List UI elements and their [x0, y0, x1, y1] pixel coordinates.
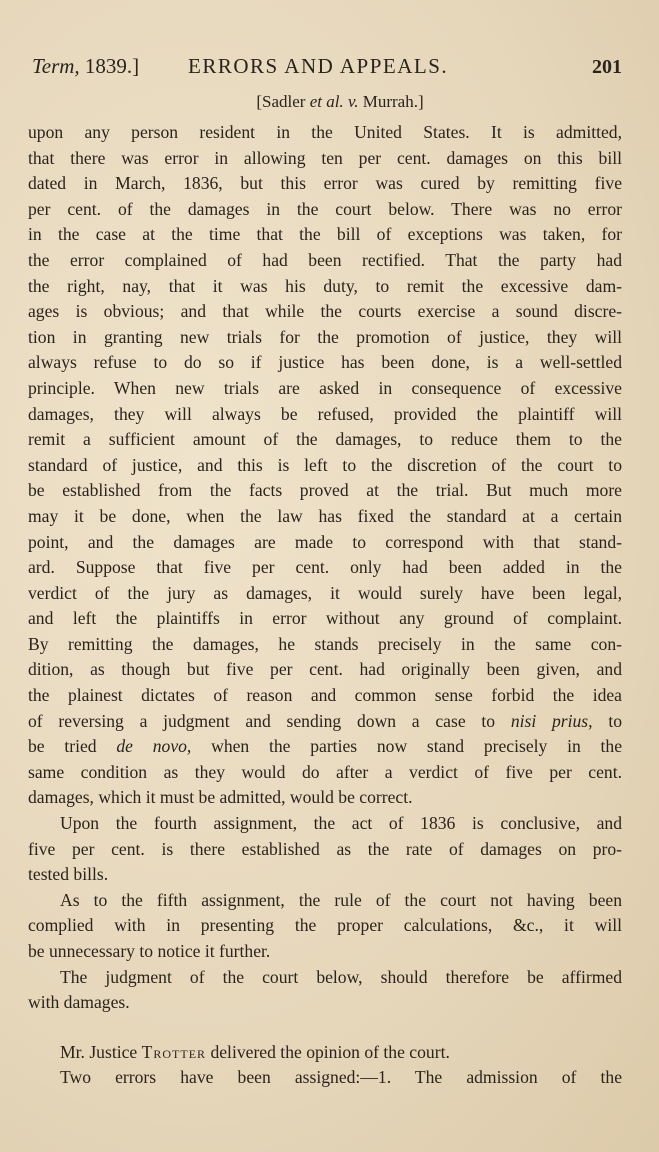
caption-versus: v. — [347, 92, 359, 111]
running-header — [28, 50, 622, 90]
text-line: damages, they will always be refused, provided the plaintiff will — [28, 403, 622, 424]
paragraph-fourth-assignment — [28, 811, 622, 888]
latin-phrase: nisi prius, — [510, 710, 593, 731]
text-line: complied with in presenting the proper calculations, &c., it will — [28, 915, 622, 936]
paragraph-judgment — [28, 965, 622, 1016]
section-gap — [28, 1016, 622, 1040]
text-line: same condition as they would do after a verdict of five per cent. — [28, 761, 622, 782]
text-line: As to the fifth assignment, the rule of the court not having been — [60, 889, 622, 910]
text-line: five per cent. is there established as the rate of damages on pro- — [28, 838, 622, 859]
text-line: standard of justice, and this is left to the discretion of the court to — [28, 454, 622, 475]
text-line: Upon the fourth assignment, the act of 1836 is conclusive, and — [60, 813, 622, 834]
text-line: remit a sufficient amount of the damages, to reduce them to the — [28, 429, 622, 450]
text-line: may it be done, when the law has fixed the standard at a certain — [28, 505, 622, 526]
text-line: and left the plaintiffs in error without any ground of complaint. — [28, 608, 622, 629]
text-line: damages, which it must be admitted, would be correct. — [28, 787, 413, 808]
text-line: the plainest dictates of reason and common sense forbid the idea — [28, 685, 622, 706]
paragraph-fifth-assignment — [28, 888, 622, 965]
text-line: be unnecessary to notice it further. — [28, 941, 271, 961]
text-line: dition, as though but five per cent. had originally been given, and — [28, 659, 622, 680]
page-number: 201 — [592, 56, 622, 78]
text-line: that there was error in allowing ten per cent. damages on this bill — [28, 147, 622, 168]
term-year: 1839.] — [84, 54, 140, 78]
text-line: the right, nay, that it was his duty, to remit the excessive dam- — [28, 275, 622, 296]
text-line: be established from the facts proved at the trial. But much more — [28, 480, 622, 501]
justice-name: Trotter — [141, 1041, 207, 1062]
text-line: dated in March, 1836, but this error was cured by remitting five — [28, 173, 622, 194]
term-label — [32, 54, 139, 79]
text-line: By remitting the damages, he stands precisely in the same con- — [28, 633, 622, 654]
text-line: Two errors have been assigned:—1. The admission of the — [60, 1067, 622, 1088]
caption-plaintiff: [Sadler — [256, 92, 306, 111]
text-line: with damages. — [28, 992, 130, 1013]
text-line: tested bills. — [28, 864, 109, 885]
running-title: ERRORS AND APPEALS. — [188, 54, 449, 78]
text-line: of reversing a judgment and sending down a case to nisi prius, to — [28, 710, 622, 731]
text-line: point, and the damages are made to correspond with that stand- — [28, 531, 622, 552]
text-line: Mr. Justice Trotter delivered the opinion of the court. — [60, 1041, 450, 1062]
term-word: Term, — [32, 54, 80, 78]
caption-et-al: et al. — [309, 92, 344, 111]
text-line: upon any person resident in the United States. It is admitted, — [28, 122, 622, 142]
paragraph-argument — [28, 120, 622, 811]
text-line: ages is obvious; and that while the courts exercise a sound discre- — [28, 301, 622, 322]
text-line: per cent. of the damages in the court below. There was no error — [28, 198, 622, 219]
text-line: always refuse to do so if justice has been done, is a well-settled — [28, 352, 622, 373]
body-text — [28, 120, 622, 1091]
book-page — [28, 50, 622, 1091]
text-line: in the case at the time that the bill of exceptions was taken, for — [28, 224, 622, 245]
text-line: the error complained of had been rectified. That the party had — [28, 249, 622, 270]
latin-phrase: de novo, — [116, 736, 192, 757]
case-caption — [28, 90, 622, 120]
text-line: be tried de novo, when the parties now stand precisely in the — [28, 736, 623, 757]
text-line: principle. When new trials are asked in consequence of excessive — [28, 377, 622, 398]
paragraph-errors-assigned — [28, 1065, 622, 1091]
caption-defendant: Murrah.] — [362, 92, 424, 111]
paragraph-opinion-intro — [28, 1040, 622, 1066]
text-line: tion in granting new trials for the promotion of justice, they will — [28, 326, 622, 347]
text-line: ard. Suppose that five per cent. only had been added in the — [28, 557, 622, 578]
text-line: verdict of the jury as damages, it would surely have been legal, — [28, 582, 622, 603]
text-line: The judgment of the court below, should therefore be affirmed — [60, 966, 622, 987]
